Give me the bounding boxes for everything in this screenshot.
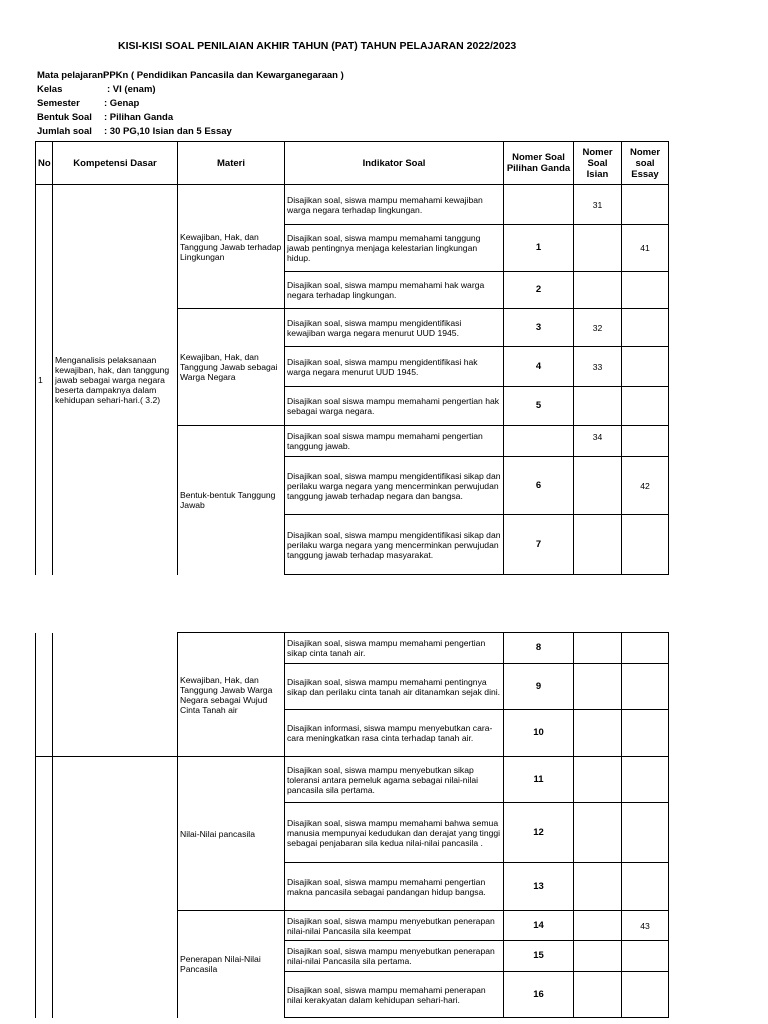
pg-number-cell: 10 [504, 710, 574, 757]
meta-mata-pelajaran: Mata pelajaran: PPKn ( Pendidikan Pancasila dan Kewarganegaraan ) [37, 70, 344, 81]
isian-number-cell: 33 [574, 347, 622, 387]
pg-number-cell: 12 [504, 803, 574, 863]
indikator-cell: Disajikan soal, siswa mampu mengidentifikasi hak warga negara menurut UUD 1945. [285, 347, 504, 387]
section-number: 1 [36, 185, 53, 575]
materi-cell: Kewajiban, Hak, dan Tanggung Jawab sebagai Warga Negara [178, 309, 285, 426]
isian-number-cell [574, 633, 622, 664]
pg-number-cell: 16 [504, 972, 574, 1018]
header-no: No [36, 142, 53, 185]
indikator-cell: Disajikan soal, siswa mampu mengidentifikasi kewajiban warga negara menurut UUD 1945. [285, 309, 504, 347]
essay-number-cell [622, 633, 669, 664]
essay-number-cell [622, 863, 669, 911]
essay-number-cell [622, 387, 669, 426]
indikator-cell: Disajikan soal, siswa mampu memahami penerapan nilai kerakyatan dalam kehidupan sehari-hari. [285, 972, 504, 1018]
pg-number-cell [504, 185, 574, 225]
essay-number-cell: 41 [622, 225, 669, 272]
isian-number-cell [574, 457, 622, 515]
indikator-cell: Disajikan soal, siswa mampu menyebutkan penerapan nilai-nilai Pancasila sila keempat [285, 911, 504, 941]
indikator-cell: Disajikan soal, siswa mampu memahami tanggung jawab pentingnya menjaga kelestarian lingkungan hidup. [285, 225, 504, 272]
isian-number-cell [574, 757, 622, 803]
meta-semester: Semester : Genap [37, 98, 140, 109]
pg-number-cell: 13 [504, 863, 574, 911]
indikator-cell: Disajikan soal, siswa mampu memahami pentingnya sikap dan perilaku cinta tanah air ditanamkan sejak dini. [285, 664, 504, 710]
indikator-cell: Disajikan soal, siswa mampu memahami bahwa semua manusia mempunyai kedudukan dan derajat yang tinggi sebagai penjabaran sila kedua nilai-nilai pancasila . [285, 803, 504, 863]
header-indikator-soal: Indikator Soal [285, 142, 504, 185]
pg-number-cell: 15 [504, 941, 574, 972]
kisi-kisi-table-part-2 [35, 632, 669, 1018]
indikator-cell: Disajikan soal, siswa mampu memahami hak warga negara terhadap lingkungan. [285, 272, 504, 309]
materi-cell: Penerapan Nilai-Nilai Pancasila [178, 911, 285, 1018]
meta-bentuk-soal: Bentuk Soal : Pilihan Ganda [37, 112, 174, 123]
essay-number-cell [622, 185, 669, 225]
isian-number-cell [574, 664, 622, 710]
section-number-blank [36, 757, 53, 1018]
materi-cell: Kewajiban, Hak, dan Tanggung Jawab terhadap Lingkungan [178, 185, 285, 309]
isian-number-cell [574, 272, 622, 309]
indikator-cell: Disajikan soal, siswa mampu mengidentifikasi sikap dan perilaku warga negara yang mencerminkan perwujudan tanggung jawab terhadap masyarakat. [285, 515, 504, 575]
isian-number-cell [574, 387, 622, 426]
essay-number-cell: 43 [622, 911, 669, 941]
indikator-cell: Disajikan soal siswa mampu memahami pengertian tanggung jawab. [285, 426, 504, 457]
materi-cell: Nilai-Nilai pancasila [178, 757, 285, 911]
isian-number-cell [574, 225, 622, 272]
isian-number-cell [574, 515, 622, 575]
kompetensi-dasar-cell: Menganalisis pelaksanaan kewajiban, hak, dan tanggung jawab sebagai warga negara beserta dampaknya dalam kehidupan sehari-hari.( 3.2) [53, 185, 178, 575]
isian-number-cell [574, 972, 622, 1018]
pg-number-cell: 1 [504, 225, 574, 272]
pg-number-cell: 4 [504, 347, 574, 387]
isian-number-cell: 32 [574, 309, 622, 347]
header-nomer-isian: Nomer Soal Isian [574, 142, 622, 185]
pg-number-cell: 7 [504, 515, 574, 575]
essay-number-cell [622, 515, 669, 575]
pg-number-cell: 9 [504, 664, 574, 710]
indikator-cell: Disajikan soal, siswa mampu memahami pengertian sikap cinta tanah air. [285, 633, 504, 664]
isian-number-cell: 34 [574, 426, 622, 457]
materi-cell: Bentuk-bentuk Tanggung Jawab [178, 426, 285, 575]
essay-number-cell [622, 710, 669, 757]
section-number-cont [36, 633, 53, 757]
pg-number-cell: 5 [504, 387, 574, 426]
isian-number-cell [574, 863, 622, 911]
isian-number-cell [574, 710, 622, 757]
meta-kelas-value: : VI (enam) [107, 84, 156, 95]
table-row [36, 185, 669, 225]
header-kompetensi-dasar: Kompetensi Dasar [53, 142, 178, 185]
isian-number-cell [574, 941, 622, 972]
indikator-cell: Disajikan soal, siswa mampu memahami pengertian makna pancasila sebagai pandangan hidup bangsa. [285, 863, 504, 911]
kompetensi-dasar-cont [53, 633, 178, 757]
meta-jumlah-soal-value: : 30 PG,10 Isian dan 5 Essay [104, 126, 232, 137]
indikator-cell: Disajikan soal, siswa mampu mengidentifikasi sikap dan perilaku warga negara yang mencerminkan perwujudan tanggung jawab terhadap negara dan bangsa. [285, 457, 504, 515]
essay-number-cell [622, 272, 669, 309]
indikator-cell: Disajikan soal, siswa mampu menyebutkan penerapan nilai-nilai Pancasila sila pertama. [285, 941, 504, 972]
essay-number-cell [622, 347, 669, 387]
kompetensi-dasar-blank [53, 757, 178, 1018]
isian-number-cell [574, 911, 622, 941]
pg-number-cell: 2 [504, 272, 574, 309]
meta-bentuk-soal-value: : Pilihan Ganda [104, 112, 174, 123]
header-nomer-pg: Nomer Soal Pilihan Ganda [504, 142, 574, 185]
meta-semester-value: : Genap [104, 98, 140, 109]
essay-number-cell: 42 [622, 457, 669, 515]
essay-number-cell [622, 664, 669, 710]
table-row [36, 757, 669, 803]
isian-number-cell [574, 803, 622, 863]
indikator-cell: Disajikan soal, siswa mampu menyebutkan sikap toleransi antara pemeluk agama sebagai nilai-nilai pancasila sila pertama. [285, 757, 504, 803]
essay-number-cell [622, 941, 669, 972]
table-row [36, 633, 669, 664]
table-header-row [36, 142, 669, 185]
meta-jumlah-soal: Jumlah soal : 30 PG,10 Isian dan 5 Essay [37, 126, 232, 137]
essay-number-cell [622, 803, 669, 863]
pg-number-cell: 14 [504, 911, 574, 941]
essay-number-cell [622, 972, 669, 1018]
indikator-cell: Disajikan soal, siswa mampu memahami kewajiban warga negara terhadap lingkungan. [285, 185, 504, 225]
kisi-kisi-table-part-1 [35, 141, 669, 575]
header-nomer-essay: Nomer soal Essay [622, 142, 669, 185]
isian-number-cell: 31 [574, 185, 622, 225]
document-title: KISI-KISI SOAL PENILAIAN AKHIR TAHUN (PAT) TAHUN PELAJARAN 2022/2023 [118, 40, 517, 52]
essay-number-cell [622, 309, 669, 347]
pg-number-cell: 6 [504, 457, 574, 515]
pg-number-cell: 8 [504, 633, 574, 664]
pg-number-cell: 11 [504, 757, 574, 803]
indikator-cell: Disajikan informasi, siswa mampu menyebutkan cara-cara meningkatkan rasa cinta terhadap tanah air. [285, 710, 504, 757]
meta-kelas: Kelas : VI (enam) [37, 84, 156, 95]
indikator-cell: Disajikan soal siswa mampu memahami pengertian hak sebagai warga negara. [285, 387, 504, 426]
essay-number-cell [622, 757, 669, 803]
materi-cell: Kewajiban, Hak, dan Tanggung Jawab Warga Negara sebagai Wujud Cinta Tanah air [178, 633, 285, 757]
meta-mata-pelajaran-value: PPKn ( Pendidikan Pancasila dan Kewarganegaraan ) [103, 70, 344, 81]
essay-number-cell [622, 426, 669, 457]
pg-number-cell: 3 [504, 309, 574, 347]
pg-number-cell [504, 426, 574, 457]
header-materi: Materi [178, 142, 285, 185]
